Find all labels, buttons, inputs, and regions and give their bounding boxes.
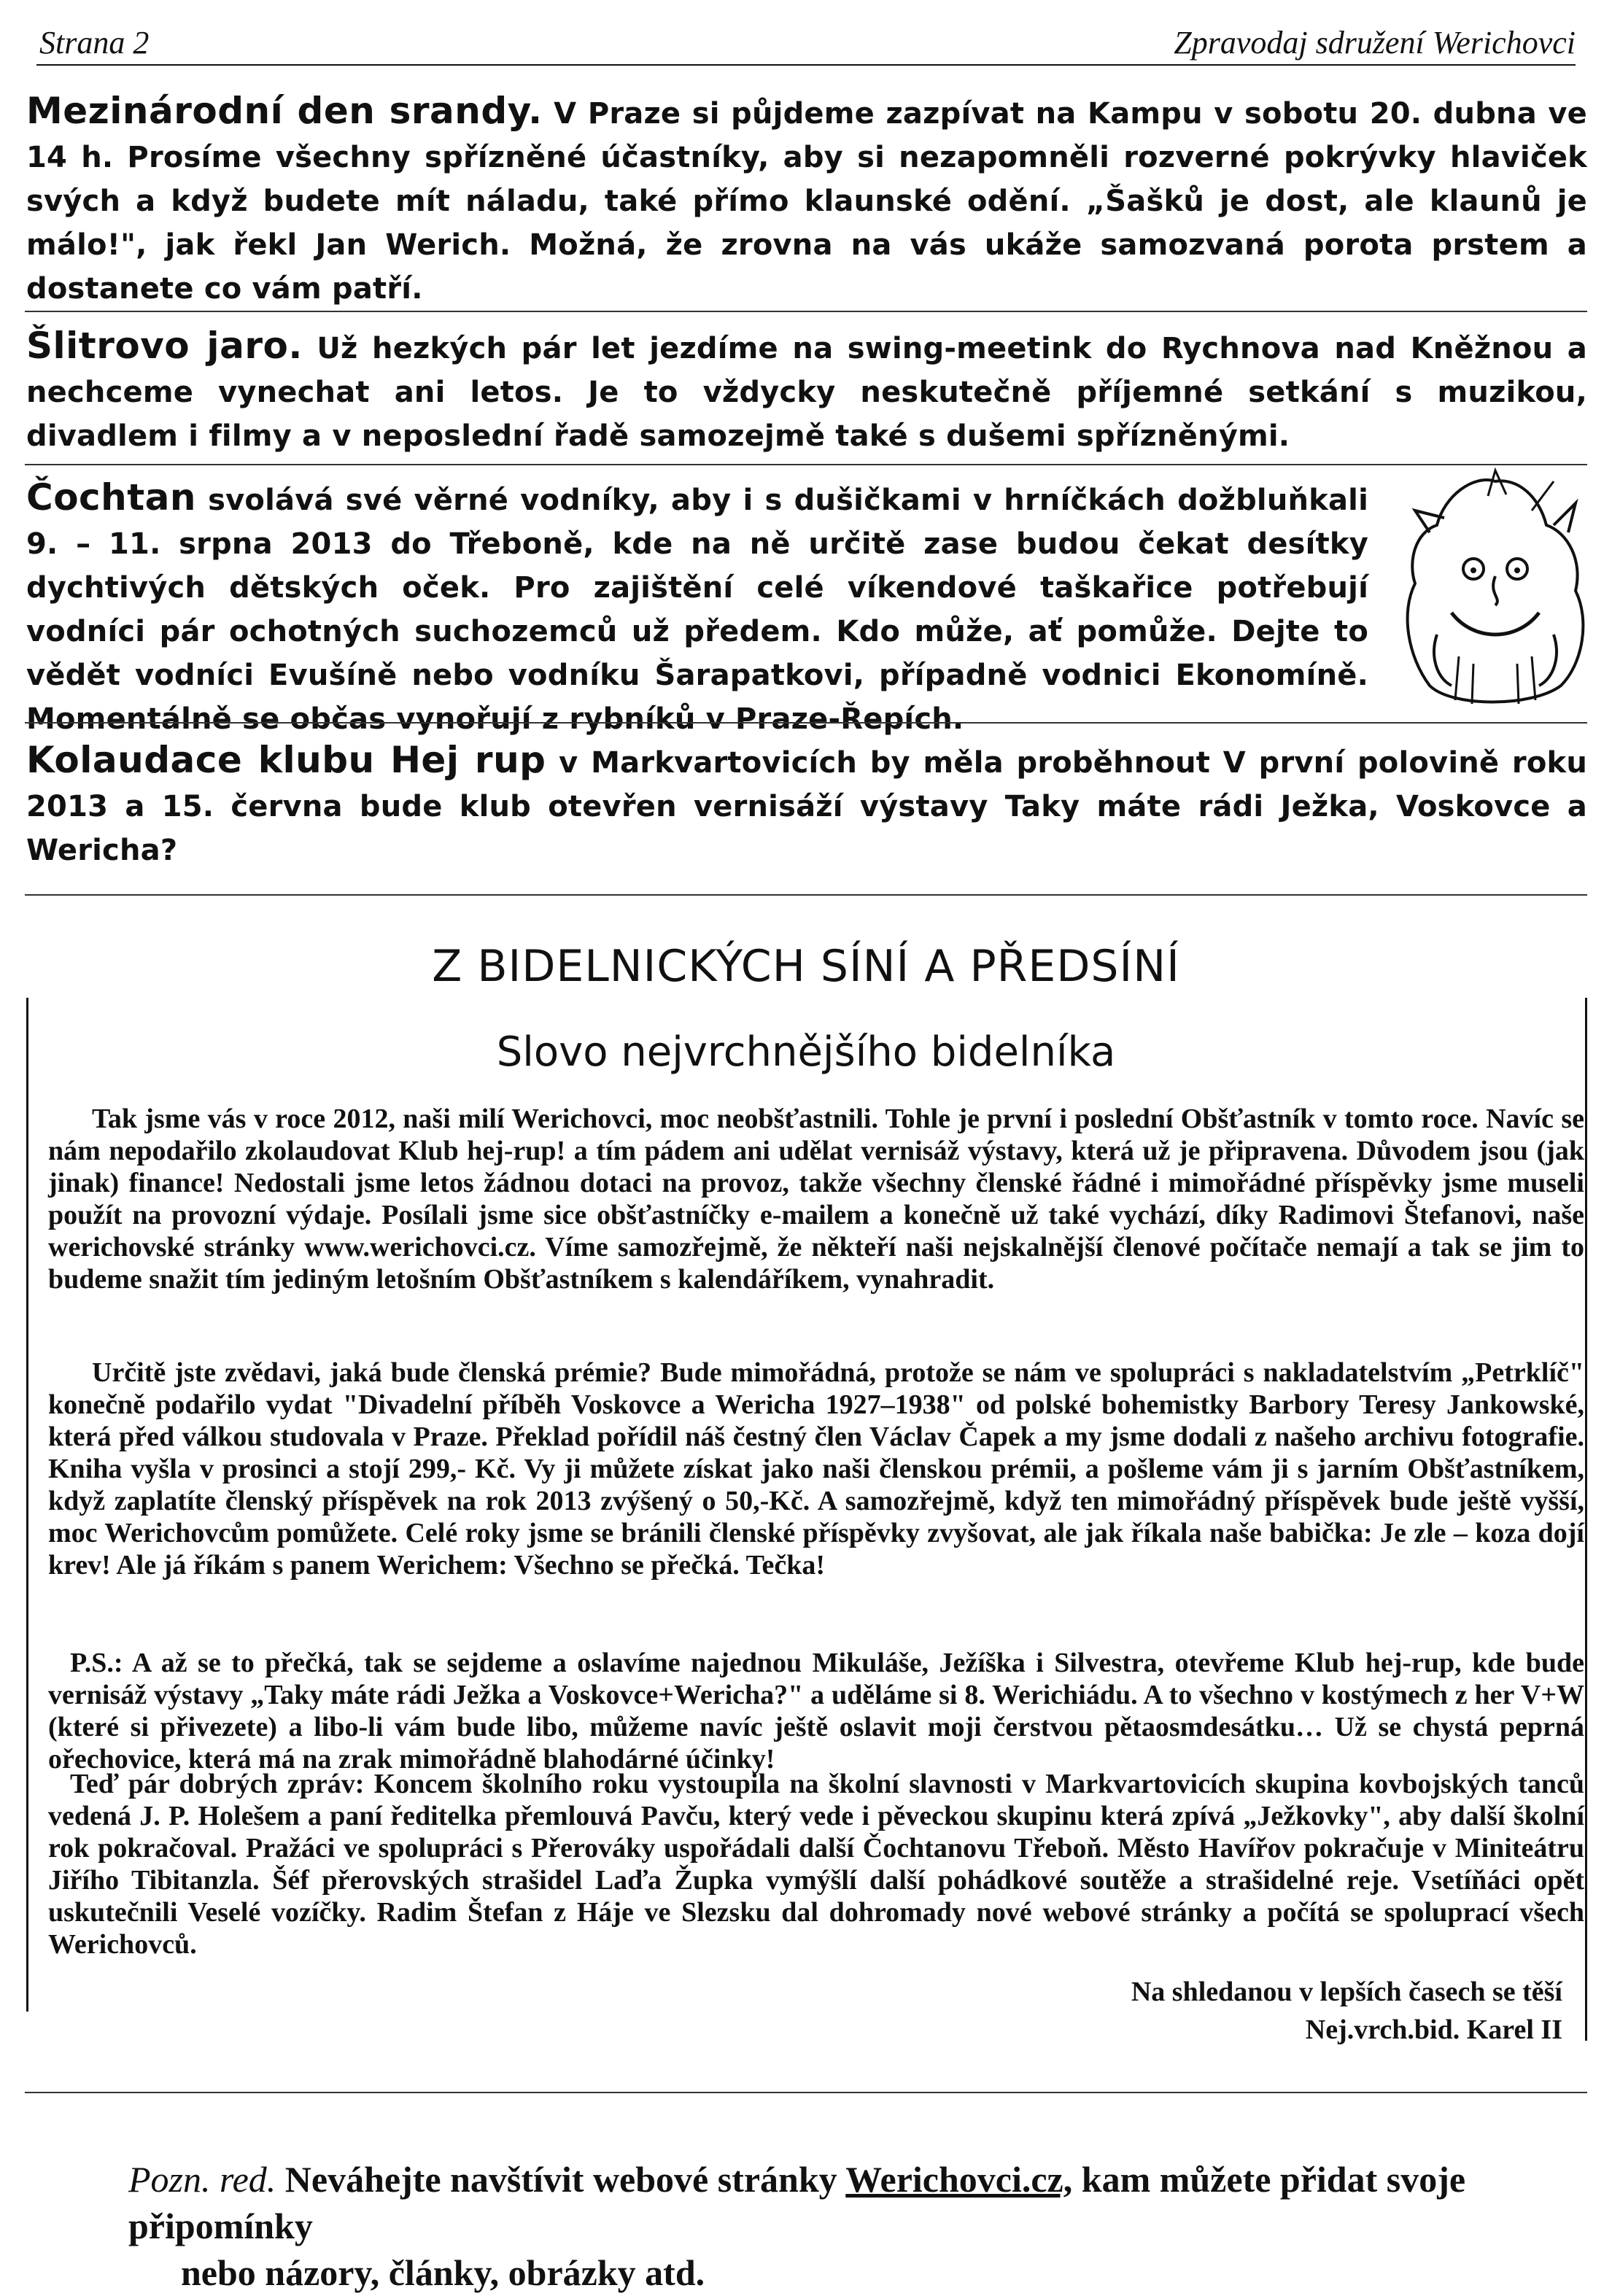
paragraph: Teď pár dobrých zpráv: Koncem školního roku vystoupila na školní slavnosti v Markvartovicích skupina kovbojských tanců vedená J. P. Holešem a paní ředitelka přemlouvá Pavču, který vede i pěveckou skupinu která zpívá „Ježkovky", aby další školní rok pokračoval. Pražáci ve spolupráci s Přerováky uspořádali další Čochtanovu Třeboň. Město Havířov pokračuje v Miniteátru Jiřího Tibitanzla. Šéf přerovských strašidel Laďa Župka vymýšlí další pohádkové soutěže a strašidelné reje. Vsetíňáci opět uskutečnili Veselé vozíčky. Radim Štefan z Háje ve Slezsku dal dohromady nové webové stránky a počítá se spoluprací všech Werichovců.	[48, 1769, 1584, 1960]
article-lead: Čochtan	[26, 476, 197, 519]
article-text: svolává své věrné vodníky, aby i s dušičkami v hrníčkách dožbluňkali 9. – 11. srpna 2013 do Třeboně, kde na ně určitě zase budou čekat desítky dychtivých dětských oček. Pro zajištění celé víkendové taškařice potřebují vodníci pár ochotných suchozemců už předem. Kdo může, ať pomůže. Dejte to vědět vodníci Evušíně nebo vodníku Šarapatkovi, případně vodnici Ekonomíně. Momentálně se občas vynořují z rybníků v Praze-Řepích.	[26, 484, 1368, 736]
water-goblin-cartoon	[1386, 467, 1605, 715]
article-divider	[25, 894, 1587, 896]
editor-note-text: Neváhejte navštívit webové stránky	[276, 2159, 846, 2200]
article-text: Už hezkých pár let jezdíme na swing-meetink do Rychnova nad Kněžnou a nechceme vynechat ani letos. Je to vždycky neskutečně příjemné setkání s muzikou, divadlem i filmy a v neposlední řadě samozejmě také s dušemi spřízněnými.	[26, 332, 1587, 453]
footer-divider	[25, 2092, 1587, 2093]
article-mezinarodni-den-srandy	[26, 89, 1587, 311]
paragraph: Určitě jste zvědavi, jaká bude členská prémie? Bude mimořádná, protože se nám ve spolupráci s nakladatelstvím „Petrklíč" konečně podařilo vydat "Divadelní příběh Voskovce a Wericha 1927–1938" od polské bohemistky Barbory Teresy Jankowské, která před válkou studovala v Praze. Překlad pořídil náš čestný člen Václav Čapek a my jsme dodali z našeho archivu fotografie. Kniha vyšla v prosinci a stojí 299,- Kč. Vy ji můžete získat jako naši členskou prémii, a pošleme vám ji s jarním Obšťastníkem, když zaplatíte členský příspěvek na rok 2013 zvýšený o 50,-Kč. A samozřejmě, když ten mimořádný příspěvek bude ještě vyšší, moc Werichovcům pomůžete. Celé roky jsme se bránili členské příspěvky zvyšovat, ale jak říkala naše babička: Je zle – koza dojí krev! Ale já říkám s panem Werichem: Všechno se přečká. Tečka!	[48, 1357, 1584, 1581]
article-text: V Praze si půjdeme zazpívat na Kampu v sobotu 20. dubna ve 14 h. Prosíme všechny spřízněné účastníky, aby si nezapomněli rozverné pokrývky hlaviček svých a když budete mít náladu, také přímo klaunské odění. „Šašků je dost, ale klaunů je málo!", jak řekl Jan Werich. Možná, že zrovna na vás ukáže samozvaná porota prstem a dostanete co vám patří.	[26, 97, 1587, 306]
article-slitrovo-jaro	[26, 324, 1587, 458]
editor-note-text-after: kam můžete přidat svoje připomínky	[128, 2159, 1466, 2246]
section-subtitle: Slovo nejvrchnějšího bidelníka	[496, 1028, 1116, 1076]
section-title: Z BIDELNICKÝCH SÍNÍ A PŘEDSÍNÍ	[432, 941, 1180, 992]
header-rule	[36, 64, 1576, 66]
box-border-left	[26, 998, 28, 2012]
article-divider	[25, 464, 1587, 465]
editor-note	[128, 2156, 1587, 2296]
editor-note-label: Pozn. red.	[128, 2159, 276, 2200]
article-lead: Kolaudace klubu Hej rup	[26, 739, 546, 781]
page-number: Strana 2	[39, 25, 150, 61]
paragraph: P.S.: A až se to přečká, tak se sejdeme a oslavíme najednou Mikuláše, Ježíška i Silvestra, otevřeme Klub hej-rup, kde bude vernisáž výstavy „Taky máte rádi Ježka a Voskovce+Wericha?" a uděláme si 8. Werichiádu. A to všechno v kostýmech z her V+W (které si přivezete) a libo-li vám bude libo, můžeme navíc ještě oslavit moji čerstvou pětaosmdesátku… Už se chystá peprná ořechovice, která má na zrak mimořádně blahodárné účinky!	[48, 1648, 1584, 1775]
article-lead: Šlitrovo jaro.	[26, 325, 303, 367]
box-border-right	[1585, 998, 1587, 2041]
paragraph: Tak jsme vás v roce 2012, naši milí Werichovci, moc neobšťastnili. Tohle je první i poslední Obšťastník v tomto roce. Navíc se nám nepodařilo zkolaudovat Klub hej-rup! a tím pádem ani udělat vernisáž výstavy, která už je připravena. Důvodem jsou (jak jinak) finance! Nedostali jsme letos žádnou dotaci na provoz, takže všechny členské řádné i mimořádné příspěvky jsme museli použít na provozní výdaje. Posílali jsme sice obšťastníčky e-mailem a konečně už také vychází, díky Radimovi Štefanovi, naše werichovské stránky www.werichovci.cz. Víme samozřejmě, že někteří naši nejskalnější členové počítače nemají a tak se jim to budeme snažit tím jediným letošním Obšťastníkem s kalendáříkem, vynahradit.	[48, 1104, 1584, 1295]
newsletter-title: Zpravodaj sdružení Werichovci	[1174, 25, 1576, 61]
editor-note-line2: nebo názory, články, obrázky atd.	[181, 2252, 705, 2293]
signature-name: Nej.vrch.bid. Karel II	[1305, 2014, 1562, 2045]
website-link[interactable]: Werichovci.cz,	[845, 2159, 1073, 2200]
article-cochtan	[26, 476, 1368, 741]
article-divider	[25, 722, 1587, 724]
article-text: v Markvartovicích by měla proběhnout V první polovině roku 2013 a 15. června bude klub otevřen vernisáží výstavy Taky máte rádi Ježka, Voskovce a Wericha?	[26, 746, 1588, 867]
article-lead: Mezinárodní den srandy.	[26, 90, 543, 132]
article-divider	[25, 311, 1587, 312]
signature-greeting: Na shledanou v lepších časech se těší	[1131, 1977, 1562, 2007]
article-kolaudace-klubu	[26, 738, 1587, 872]
